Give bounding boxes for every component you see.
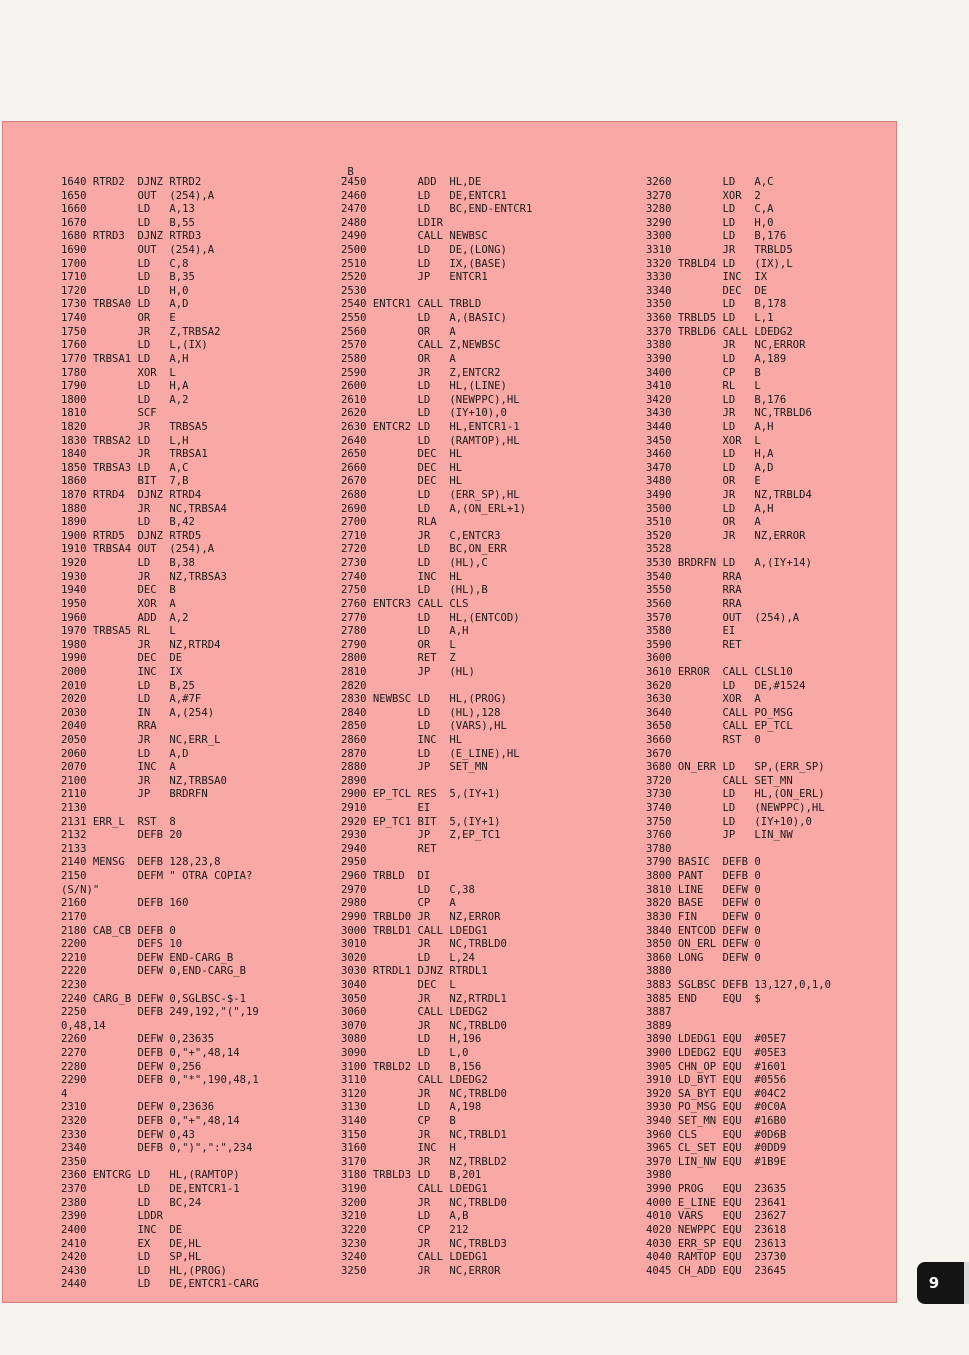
code-line: 2230 [61, 978, 87, 991]
code-line: 3170 JR NZ,TRBLD2 [341, 1155, 507, 1168]
code-line: 1640 RTRD2 DJNZ RTRD2 [61, 176, 202, 188]
code-line: 3480 OR E [646, 475, 761, 488]
code-line: 2430 LD HL,(PROG) [61, 1264, 227, 1277]
code-line: 2790 OR L [341, 638, 456, 651]
code-line: 2720 LD BC,ON_ERR [341, 543, 507, 556]
code-line: 2360 ENTCRG LD HL,(RAMTOP) [61, 1169, 240, 1182]
code-line: 1790 LD H,A [61, 380, 189, 393]
code-line: 1810 SCF [61, 407, 157, 420]
code-line: 2270 DEFB 0,"+",48,14 [61, 1047, 240, 1059]
code-line: 2460 LD DE,ENTCR1 [341, 189, 507, 202]
code-line: 2910 EI [341, 802, 431, 815]
code-line: 3880 [646, 965, 672, 978]
code-line: 2870 LD (E_LINE),HL [341, 747, 520, 760]
code-line: 3550 RRA [646, 584, 742, 597]
code-line: 3360 TRBLD5 LD L,1 [646, 312, 774, 325]
code-line: 3580 EI [646, 625, 736, 638]
code-line: 3800 PANT DEFB 0 [646, 870, 761, 883]
code-line: 2131 ERR_L RST 8 [61, 815, 176, 828]
code-line: 1890 LD B,42 [61, 516, 195, 529]
code-line: 3220 CP 212 [341, 1223, 469, 1236]
code-line: 2170 [61, 910, 87, 923]
code-line: 1770 TRBSA1 LD A,H [61, 352, 189, 365]
code-line: 3490 JR NZ,TRBLD4 [646, 489, 812, 502]
corner-mark: _B [341, 166, 354, 178]
code-line: 3150 JR NC,TRBLD1 [341, 1128, 507, 1141]
code-line: 3040 DEC L [341, 978, 456, 991]
code-line: 1850 TRBSA3 LD A,C [61, 461, 189, 474]
code-line: 1830 TRBSA2 LD L,H [61, 434, 189, 447]
code-line: 1990 DEC DE [61, 652, 183, 665]
code-line: 3889 [646, 1019, 672, 1032]
code-line: 4040 RAMTOP EQU 23730 [646, 1251, 787, 1264]
code-line: 2530 [341, 284, 367, 297]
code-line: 4000 E_LINE EQU 23641 [646, 1196, 787, 1209]
code-line: 2780 LD A,H [341, 625, 469, 638]
code-line: 2490 CALL NEWBSC [341, 230, 488, 243]
code-line: 3528 [646, 543, 672, 556]
code-line: 3940 SET_MN EQU #16B0 [646, 1115, 787, 1128]
code-line: 3120 JR NC,TRBLD0 [341, 1087, 507, 1100]
code-line: 3830 FIN DEFW 0 [646, 910, 761, 923]
code-line: 2310 DEFW 0,23636 [61, 1101, 215, 1114]
code-line: 2760 ENTCR3 CALL CLS [341, 597, 469, 610]
code-line: 3320 TRBLD4 LD (IX),L [646, 257, 793, 270]
code-line: 1730 TRBSA0 LD A,D [61, 298, 189, 311]
code-line: 3200 JR NC,TRBLD0 [341, 1196, 507, 1209]
code-line: 3080 LD H,196 [341, 1033, 482, 1046]
code-line: 2380 LD BC,24 [61, 1196, 202, 1209]
code-line: 3520 JR NZ,ERROR [646, 529, 806, 542]
code-line: 3790 BASIC DEFB 0 [646, 856, 761, 869]
code-line: 3720 CALL SET_MN [646, 774, 793, 787]
code-line: 3450 XOR L [646, 434, 761, 447]
code-line: 4045 CH_ADD EQU 23645 [646, 1264, 787, 1277]
code-line: 2650 DEC HL [341, 448, 463, 461]
code-line: 3930 PO_MSG EQU #0C0A [646, 1101, 787, 1114]
code-line: 3400 CP B [646, 366, 761, 379]
code-line: 2010 LD B,25 [61, 679, 195, 692]
code-line: 3140 CP B [341, 1115, 456, 1128]
code-line: 1980 JR NZ,RTRD4 [61, 638, 221, 651]
code-line: 3570 OUT (254),A [646, 611, 800, 624]
code-line: 3420 LD B,176 [646, 393, 787, 406]
code-line: 2540 ENTCR1 CALL TRBLD [341, 298, 482, 311]
code-line: 2930 JP Z,EP_TC1 [341, 829, 501, 842]
code-line: 3850 ON_ERL DEFW 0 [646, 938, 761, 951]
code-line: 2420 LD SP,HL [61, 1251, 202, 1264]
code-line: 2980 CP A [341, 897, 456, 910]
code-line: 3250 JR NC,ERROR [341, 1264, 501, 1277]
code-line: 2060 LD A,D [61, 747, 189, 760]
code-line: 2960 TRBLD DI [341, 870, 431, 883]
code-line: 3190 CALL LDEDG1 [341, 1183, 488, 1196]
code-line: 2590 JR Z,ENTCR2 [341, 366, 501, 379]
code-line: 3110 CALL LDEDG2 [341, 1074, 488, 1087]
code-line: 2810 JP (HL) [341, 665, 475, 678]
code-line: 3840 ENTCOD DEFW 0 [646, 924, 761, 937]
code-line: 2450 ADD HL,DE [341, 176, 482, 188]
code-line: 3010 JR NC,TRBLD0 [341, 938, 507, 951]
listing-column-3 [646, 176, 831, 1278]
code-line: 3470 LD A,D [646, 461, 774, 474]
code-line: 1800 LD A,2 [61, 393, 189, 406]
code-line: 2970 LD C,38 [341, 883, 475, 896]
code-line: 3030 RTRDL1 DJNZ RTRDL1 [341, 965, 488, 978]
code-line: 3560 RRA [646, 597, 742, 610]
code-line: 2180 CAB_CB DEFB 0 [61, 924, 176, 937]
code-line: 3180 TRBLD3 LD B,201 [341, 1169, 482, 1182]
code-line: 3860 LONG DEFW 0 [646, 951, 761, 964]
code-line: 1900 RTRD5 DJNZ RTRD5 [61, 529, 202, 542]
code-line: 3430 JR NC,TRBLD6 [646, 407, 812, 420]
code-line: 2890 [341, 774, 367, 787]
code-line: 2730 LD (HL),C [341, 557, 488, 570]
code-line: 2400 INC DE [61, 1223, 183, 1236]
code-listing-panel [2, 121, 897, 1303]
code-line: 4 [61, 1087, 68, 1100]
code-line: 4010 VARS EQU 23627 [646, 1210, 787, 1223]
code-line: 3820 BASE DEFW 0 [646, 897, 761, 910]
code-line: 2850 LD (VARS),HL [341, 720, 507, 733]
code-line: 3610 ERROR CALL CLSL10 [646, 665, 793, 678]
code-line: 2500 LD DE,(LONG) [341, 244, 507, 257]
code-line: 3070 JR NC,TRBLD0 [341, 1019, 507, 1032]
code-line: 3920 SA_BYT EQU #04C2 [646, 1087, 787, 1100]
code-line: 3640 CALL PO_MSG [646, 706, 793, 719]
code-line: 3980 [646, 1169, 672, 1182]
code-line: 3730 LD HL,(ON_ERL) [646, 788, 825, 801]
code-line: 3090 LD L,0 [341, 1047, 469, 1059]
code-line: 2340 DEFB 0,")",":",234 [61, 1142, 253, 1155]
code-line: 3960 CLS EQU #0D6B [646, 1128, 787, 1141]
code-line: 2110 JP BRDRFN [61, 788, 208, 801]
code-line: 2100 JR NZ,TRBSA0 [61, 774, 227, 787]
code-line: 1760 LD L,(IX) [61, 339, 208, 352]
code-line: 3210 LD A,B [341, 1210, 469, 1223]
code-line: 2020 LD A,#7F [61, 693, 202, 706]
code-line: 2950 [341, 856, 367, 869]
code-line: 3260 LD A,C [646, 176, 774, 188]
code-line: 1670 LD B,55 [61, 216, 195, 229]
code-line: 3230 JR NC,TRBLD3 [341, 1237, 507, 1250]
code-line: 1690 OUT (254),A [61, 244, 215, 257]
code-line: 3300 LD B,176 [646, 230, 787, 243]
code-line: 2240 CARG_B DEFW 0,SGLBSC-$-1 [61, 992, 246, 1005]
code-line: 1960 ADD A,2 [61, 611, 189, 624]
code-line: 3670 [646, 747, 672, 760]
code-line: 3280 LD C,A [646, 203, 774, 216]
code-line: 2280 DEFW 0,256 [61, 1060, 202, 1073]
code-line: 3990 PROG EQU 23635 [646, 1183, 787, 1196]
code-line: 1840 JR TRBSA1 [61, 448, 208, 461]
code-line: 2370 LD DE,ENTCR1-1 [61, 1183, 240, 1196]
code-line: 2070 INC A [61, 761, 176, 774]
code-line: 4020 NEWPPC EQU 23618 [646, 1223, 787, 1236]
code-line: 1780 XOR L [61, 366, 176, 379]
code-line: 2600 LD HL,(LINE) [341, 380, 507, 393]
code-line: 3460 LD H,A [646, 448, 774, 461]
code-line: 3390 LD A,189 [646, 352, 787, 365]
code-line: 2770 LD HL,(ENTCOD) [341, 611, 520, 624]
code-line: 3050 JR NZ,RTRDL1 [341, 992, 507, 1005]
code-line: 3020 LD L,24 [341, 951, 475, 964]
code-line: 1860 BIT 7,B [61, 475, 189, 488]
code-line: 1710 LD B,35 [61, 271, 195, 284]
code-line: 2670 DEC HL [341, 475, 463, 488]
code-line: 3750 LD (IY+10),0 [646, 815, 812, 828]
code-line: 2440 LD DE,ENTCR1-CARG [61, 1278, 259, 1291]
code-line: 3620 LD DE,#1524 [646, 679, 806, 692]
code-line: 2200 DEFS 10 [61, 938, 183, 951]
code-line: 1740 OR E [61, 312, 176, 325]
code-line: 1660 LD A,13 [61, 203, 195, 216]
code-line: 2800 RET Z [341, 652, 456, 665]
code-line: 2470 LD BC,END-ENTCR1 [341, 203, 533, 216]
code-line: 3890 LDEDG1 EQU #05E7 [646, 1033, 787, 1046]
code-line: 3905 CHN_OP EQU #1601 [646, 1060, 787, 1073]
code-line: 2690 LD A,(ON_ERL+1) [341, 502, 526, 515]
code-line: 3530 BRDRFN LD A,(IY+14) [646, 557, 812, 570]
page-edge-bar [964, 1262, 969, 1304]
code-line: 2560 OR A [341, 325, 456, 338]
code-line: 1870 RTRD4 DJNZ RTRD4 [61, 489, 202, 502]
code-line: 3440 LD A,H [646, 420, 774, 433]
code-line: 3883 SGLBSC DEFB 13,127,0,1,0 [646, 978, 831, 991]
code-line: 2210 DEFW END-CARG_B [61, 951, 234, 964]
code-line: 2330 DEFW 0,43 [61, 1128, 195, 1141]
code-line: 3780 [646, 842, 672, 855]
code-line: 3510 OR A [646, 516, 761, 529]
code-line: 2610 LD (NEWPPC),HL [341, 393, 520, 406]
code-line: 0,48,14 [61, 1019, 106, 1032]
code-line: 4030 ERR_SP EQU 23613 [646, 1237, 787, 1250]
code-line: 2132 DEFB 20 [61, 829, 183, 842]
code-line: 3760 JP LIN_NW [646, 829, 793, 842]
code-line: 1880 JR NC,TRBSA4 [61, 502, 227, 515]
code-line: 2920 EP_TC1 BIT 5,(IY+1) [341, 815, 501, 828]
code-line: 3290 LD H,0 [646, 216, 774, 229]
code-line: 3350 LD B,178 [646, 298, 787, 311]
code-line: 3970 LIN_NW EQU #1B9E [646, 1155, 787, 1168]
code-line: 2140 MENSG DEFB 128,23,8 [61, 856, 221, 869]
code-line: 2940 RET [341, 842, 437, 855]
code-line: 1920 LD B,38 [61, 557, 195, 570]
code-line: 2510 LD IX,(BASE) [341, 257, 507, 270]
code-line: 3100 TRBLD2 LD B,156 [341, 1060, 482, 1073]
code-line: 2900 EP_TCL RES 5,(IY+1) [341, 788, 501, 801]
code-line: 2133 [61, 842, 87, 855]
code-line: 2220 DEFW 0,END-CARG_B [61, 965, 246, 978]
code-line: 1700 LD C,8 [61, 257, 189, 270]
code-line: 3310 JR TRBLD5 [646, 244, 793, 257]
code-line: 1720 LD H,0 [61, 284, 189, 297]
page-number: 9 [928, 1274, 940, 1292]
code-line: 3590 RET [646, 638, 742, 651]
code-line: 3500 LD A,H [646, 502, 774, 515]
code-line: 2740 INC HL [341, 570, 463, 583]
code-line: 2350 [61, 1155, 87, 1168]
code-line: 3680 ON_ERR LD SP,(ERR_SP) [646, 761, 825, 774]
code-line: 3630 XOR A [646, 693, 761, 706]
code-line: (S/N)" [61, 883, 100, 896]
code-line: 1910 TRBSA4 OUT (254),A [61, 543, 215, 556]
code-line: 2480 LDIR [341, 216, 444, 229]
code-line: 2550 LD A,(BASIC) [341, 312, 507, 325]
code-line: 2320 DEFB 0,"+",48,14 [61, 1115, 240, 1128]
code-line: 3600 [646, 652, 672, 665]
code-line: 2000 INC IX [61, 665, 183, 678]
listing-column-1 [61, 176, 259, 1292]
code-line: 2710 JR C,ENTCR3 [341, 529, 501, 542]
code-line: 2160 DEFB 160 [61, 897, 189, 910]
code-line: 2290 DEFB 0,"*",190,48,1 [61, 1074, 259, 1087]
code-line: 2880 JP SET_MN [341, 761, 488, 774]
code-line: 2040 RRA [61, 720, 157, 733]
code-line: 3270 XOR 2 [646, 189, 761, 202]
code-line: 2520 JP ENTCR1 [341, 271, 488, 284]
code-line: 2750 LD (HL),B [341, 584, 488, 597]
code-line: 2620 LD (IY+10),0 [341, 407, 507, 420]
listing-column-2 [341, 176, 532, 1278]
code-line: 2260 DEFW 0,23635 [61, 1033, 215, 1046]
code-line: 2030 IN A,(254) [61, 706, 215, 719]
code-line: 1820 JR TRBSA5 [61, 420, 208, 433]
code-line: 3900 LDEDG2 EQU #05E3 [646, 1047, 787, 1059]
code-line: 2050 JR NC,ERR_L [61, 733, 221, 746]
code-line: 3370 TRBLD6 CALL LDEDG2 [646, 325, 793, 338]
code-line: 3910 LD_BYT EQU #0556 [646, 1074, 787, 1087]
code-line: 3650 CALL EP_TCL [646, 720, 793, 733]
code-line: 1680 RTRD3 DJNZ RTRD3 [61, 230, 202, 243]
code-line: 1650 OUT (254),A [61, 189, 215, 202]
code-line: 2130 [61, 802, 87, 815]
code-line: 3660 RST 0 [646, 733, 761, 746]
code-line: 2990 TRBLD0 JR NZ,ERROR [341, 910, 501, 923]
code-line: 2700 RLA [341, 516, 437, 529]
code-line: 2680 LD (ERR_SP),HL [341, 489, 520, 502]
code-line: 3410 RL L [646, 380, 761, 393]
code-line: 2580 OR A [341, 352, 456, 365]
code-line: 3887 [646, 1006, 672, 1019]
code-line: 3340 DEC DE [646, 284, 768, 297]
code-line: 3810 LINE DEFW 0 [646, 883, 761, 896]
code-line: 3965 CL_SET EQU #0DD9 [646, 1142, 787, 1155]
code-line: 2390 LDDR [61, 1210, 164, 1223]
code-line: 1750 JR Z,TRBSA2 [61, 325, 221, 338]
code-line: 2660 DEC HL [341, 461, 463, 474]
code-line: 3160 INC H [341, 1142, 456, 1155]
code-line: 3540 RRA [646, 570, 742, 583]
code-line: 3740 LD (NEWPPC),HL [646, 802, 825, 815]
code-line: 2820 [341, 679, 367, 692]
code-line: 2840 LD (HL),128 [341, 706, 501, 719]
code-line: 2150 DEFM " OTRA COPIA? [61, 870, 253, 883]
code-line: 1950 XOR A [61, 597, 176, 610]
code-line: 3380 JR NC,ERROR [646, 339, 806, 352]
code-line: 2860 INC HL [341, 733, 463, 746]
code-line: 2570 CALL Z,NEWBSC [341, 339, 501, 352]
code-line: 2830 NEWBSC LD HL,(PROG) [341, 693, 507, 706]
code-line: 3885 END EQU $ [646, 992, 761, 1005]
code-line: 3060 CALL LDEDG2 [341, 1006, 488, 1019]
code-line: 1930 JR NZ,TRBSA3 [61, 570, 227, 583]
code-line: 2630 ENTCR2 LD HL,ENTCR1-1 [341, 420, 520, 433]
code-line: 3240 CALL LDEDG1 [341, 1251, 488, 1264]
code-line: 1940 DEC B [61, 584, 176, 597]
code-line: 3130 LD A,198 [341, 1101, 482, 1114]
code-line: 2250 DEFB 249,192,"(",19 [61, 1006, 259, 1019]
code-line: 3330 INC IX [646, 271, 768, 284]
code-line: 3000 TRBLD1 CALL LDEDG1 [341, 924, 488, 937]
code-line: 1970 TRBSA5 RL L [61, 625, 176, 638]
code-line: 2640 LD (RAMTOP),HL [341, 434, 520, 447]
code-line: 2410 EX DE,HL [61, 1237, 202, 1250]
